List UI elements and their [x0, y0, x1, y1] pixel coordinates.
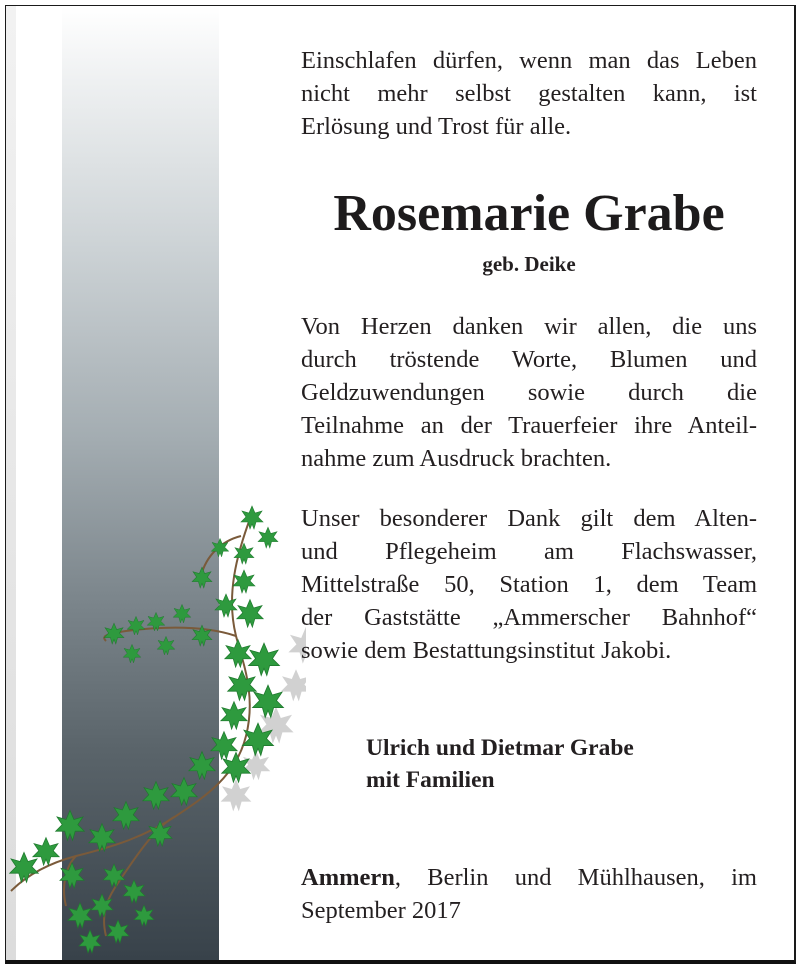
- signers-line: mit Familien: [366, 767, 495, 793]
- deceased-name: Rosemarie Grabe: [333, 185, 725, 242]
- special-thanks-line: Mittelstraße 50, Station 1, dem Team: [301, 571, 757, 598]
- thanks-line: Von Herzen danken wir allen, die uns: [301, 313, 757, 340]
- obituary-notice: [5, 5, 796, 964]
- signers-line: Ulrich und Dietmar Grabe: [366, 735, 634, 761]
- special-thanks-line: Unser besonderer Dank gilt dem Alten-: [301, 505, 757, 532]
- place-line: [301, 861, 757, 894]
- signers: [366, 732, 634, 796]
- special-thanks-paragraph: [301, 502, 757, 667]
- ivy-decoration-icon: [6, 496, 306, 960]
- verse-line: Erlösung und Trost für alle.: [301, 113, 572, 140]
- special-thanks-line: und Pflegeheim am Flachswasser,: [301, 538, 757, 565]
- place-rest: , Berlin und Mühlhausen, im: [394, 864, 757, 891]
- date-line: September 2017: [301, 897, 461, 924]
- place-name: Ammern: [301, 864, 395, 891]
- thanks-line: Teilnahme an der Trauerfeier ihre Anteil-: [301, 412, 757, 439]
- thanks-line: nahme zum Ausdruck brachten.: [301, 445, 612, 472]
- place-date: [301, 861, 757, 927]
- special-thanks-line: der Gaststätte „Ammerscher Bahnhof“: [301, 604, 757, 631]
- thanks-line: Geldzuwendungen sowie durch die: [301, 379, 757, 406]
- maiden-name: geb. Deike: [482, 252, 576, 276]
- verse-block: [301, 44, 757, 143]
- thanks-paragraph: [301, 310, 757, 475]
- thanks-line: durch tröstende Worte, Blumen und: [301, 346, 757, 373]
- special-thanks-line: sowie dem Bestattungsinstitut Jakobi.: [301, 637, 672, 664]
- verse-line: Einschlafen dürfen, wenn man das Leben: [301, 47, 757, 74]
- verse-line: nicht mehr selbst gestalten kann, ist: [301, 80, 757, 107]
